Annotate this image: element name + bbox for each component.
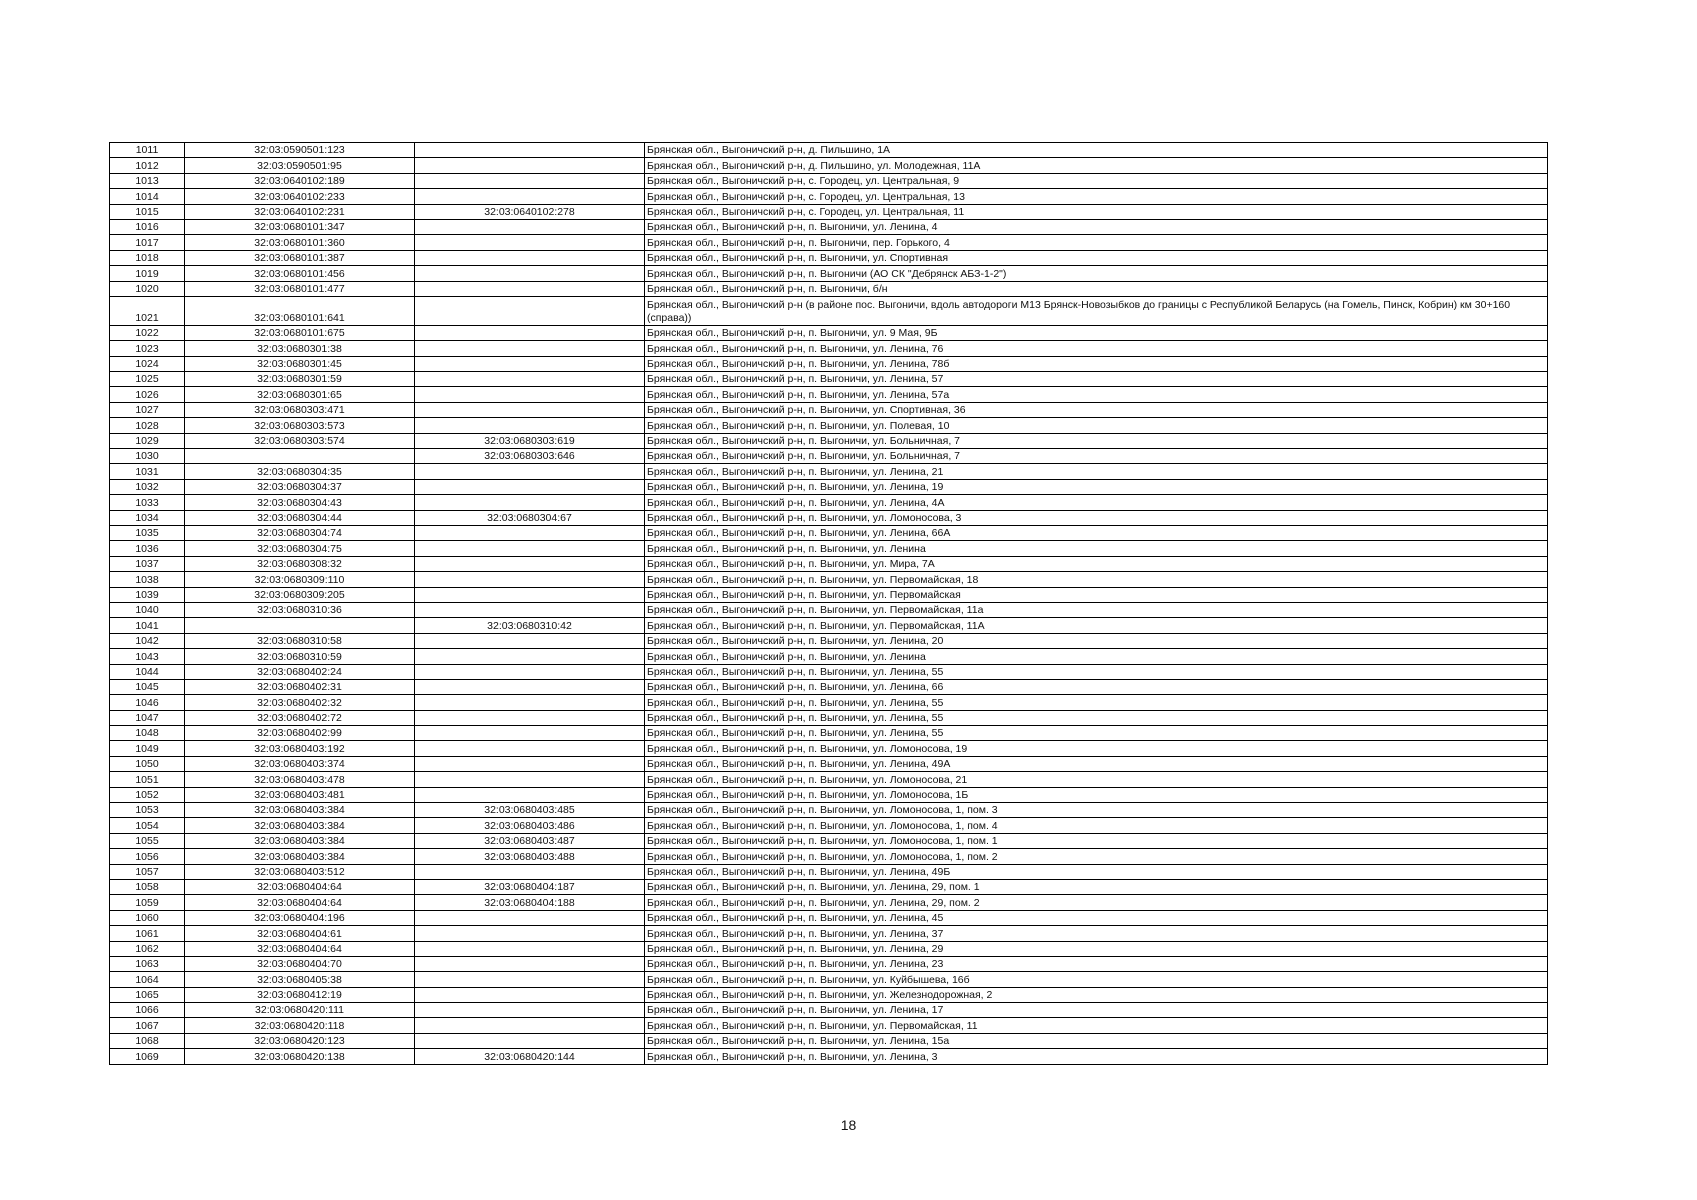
cadastral-number-cell: 32:03:0680402:72 — [185, 710, 415, 725]
row-number-cell: 1033 — [110, 495, 185, 510]
address-cell: Брянская обл., Выгоничский р-н, п. Выгоничи, ул. Ленина, 29, пом. 1 — [645, 879, 1548, 894]
related-cadastral-number-cell — [415, 572, 645, 587]
row-number-cell: 1026 — [110, 387, 185, 402]
address-cell: Брянская обл., Выгоничский р-н, п. Выгоничи, ул. Ленина, 66 — [645, 679, 1548, 694]
row-number-cell: 1044 — [110, 664, 185, 679]
table-row — [110, 572, 1548, 587]
address-cell: Брянская обл., Выгоничский р-н, п. Выгоничи, ул. Мира, 7А — [645, 556, 1548, 571]
related-cadastral-number-cell: 32:03:0680304:67 — [415, 510, 645, 525]
row-number-cell: 1051 — [110, 772, 185, 787]
row-number-cell: 1061 — [110, 926, 185, 941]
cadastral-number-cell: 32:03:0680420:111 — [185, 1003, 415, 1018]
row-number-cell: 1056 — [110, 849, 185, 864]
table-row — [110, 803, 1548, 818]
related-cadastral-number-cell: 32:03:0680404:187 — [415, 879, 645, 894]
cadastral-number-cell: 32:03:0680304:74 — [185, 525, 415, 540]
cadastral-number-cell: 32:03:0680403:481 — [185, 787, 415, 802]
table-row — [110, 972, 1548, 987]
table-row — [110, 402, 1548, 417]
table-row — [110, 602, 1548, 617]
address-cell: Брянская обл., Выгоничский р-н, п. Выгоничи, ул. Ломоносова, 3 — [645, 510, 1548, 525]
row-number-cell: 1017 — [110, 235, 185, 250]
address-cell: Брянская обл., Выгоничский р-н, п. Выгоничи, ул. Ленина, 55 — [645, 726, 1548, 741]
row-number-cell: 1022 — [110, 325, 185, 340]
related-cadastral-number-cell — [415, 679, 645, 694]
registry-table-body — [110, 143, 1548, 1065]
address-cell: Брянская обл., Выгоничский р-н, п. Выгоничи, ул. Ленина, 37 — [645, 926, 1548, 941]
cadastral-number-cell: 32:03:0680304:43 — [185, 495, 415, 510]
cadastral-number-cell: 32:03:0680304:37 — [185, 479, 415, 494]
row-number-cell: 1060 — [110, 910, 185, 925]
cadastral-number-cell: 32:03:0680402:99 — [185, 726, 415, 741]
address-cell: Брянская обл., Выгоничский р-н, п. Выгоничи, ул. Ленина, 57 — [645, 372, 1548, 387]
cadastral-number-cell: 32:03:0680412:19 — [185, 987, 415, 1002]
related-cadastral-number-cell: 32:03:0680403:488 — [415, 849, 645, 864]
address-cell: Брянская обл., Выгоничский р-н, д. Пильшино, 1А — [645, 143, 1548, 158]
table-row — [110, 281, 1548, 296]
cadastral-number-cell: 32:03:0680101:456 — [185, 266, 415, 281]
row-number-cell: 1053 — [110, 803, 185, 818]
related-cadastral-number-cell — [415, 143, 645, 158]
related-cadastral-number-cell: 32:03:0640102:278 — [415, 204, 645, 219]
address-cell: Брянская обл., Выгоничский р-н, п. Выгоничи, ул. Ленина, 29 — [645, 941, 1548, 956]
row-number-cell: 1052 — [110, 787, 185, 802]
table-row — [110, 726, 1548, 741]
table-row — [110, 772, 1548, 787]
cadastral-number-cell: 32:03:0680309:110 — [185, 572, 415, 587]
table-row — [110, 449, 1548, 464]
cadastral-number-cell: 32:03:0680403:192 — [185, 741, 415, 756]
related-cadastral-number-cell: 32:03:0680403:485 — [415, 803, 645, 818]
address-cell: Брянская обл., Выгоничский р-н, п. Выгоничи, ул. Ленина, 55 — [645, 695, 1548, 710]
related-cadastral-number-cell — [415, 372, 645, 387]
row-number-cell: 1034 — [110, 510, 185, 525]
table-row — [110, 204, 1548, 219]
related-cadastral-number-cell — [415, 402, 645, 417]
address-cell: Брянская обл., Выгоничский р-н, п. Выгоничи, ул. Ломоносова, 1Б — [645, 787, 1548, 802]
related-cadastral-number-cell — [415, 418, 645, 433]
related-cadastral-number-cell — [415, 173, 645, 188]
cadastral-number-cell: 32:03:0680404:64 — [185, 895, 415, 910]
cadastral-number-cell: 32:03:0680301:45 — [185, 356, 415, 371]
table-row — [110, 219, 1548, 234]
cadastral-number-cell: 32:03:0680403:384 — [185, 833, 415, 848]
related-cadastral-number-cell — [415, 250, 645, 265]
row-number-cell: 1045 — [110, 679, 185, 694]
table-row — [110, 266, 1548, 281]
address-cell: Брянская обл., Выгоничский р-н, п. Выгоничи, ул. Ленина, 78б — [645, 356, 1548, 371]
address-cell: Брянская обл., Выгоничский р-н, с. Городец, ул. Центральная, 9 — [645, 173, 1548, 188]
cadastral-number-cell: 32:03:0680404:196 — [185, 910, 415, 925]
cadastral-number-cell: 32:03:0680402:32 — [185, 695, 415, 710]
address-cell: Брянская обл., Выгоничский р-н, п. Выгоничи, ул. Ленина, 49А — [645, 756, 1548, 771]
cadastral-number-cell: 32:03:0680301:38 — [185, 341, 415, 356]
table-row — [110, 787, 1548, 802]
row-number-cell: 1027 — [110, 402, 185, 417]
cadastral-number-cell: 32:03:0680309:205 — [185, 587, 415, 602]
row-number-cell: 1049 — [110, 741, 185, 756]
table-row — [110, 587, 1548, 602]
row-number-cell: 1058 — [110, 879, 185, 894]
address-cell: Брянская обл., Выгоничский р-н, п. Выгоничи, ул. Спортивная — [645, 250, 1548, 265]
table-row — [110, 956, 1548, 971]
address-cell: Брянская обл., Выгоничский р-н, п. Выгоничи, ул. Ленина, 29, пом. 2 — [645, 895, 1548, 910]
address-cell: Брянская обл., Выгоничский р-н, п. Выгоничи, ул. Ленина, 17 — [645, 1003, 1548, 1018]
table-row — [110, 235, 1548, 250]
cadastral-number-cell: 32:03:0680101:675 — [185, 325, 415, 340]
row-number-cell: 1054 — [110, 818, 185, 833]
cadastral-number-cell: 32:03:0680403:384 — [185, 803, 415, 818]
cadastral-number-cell: 32:03:0680310:36 — [185, 602, 415, 617]
address-cell: Брянская обл., Выгоничский р-н, п. Выгоничи, ул. Первомайская, 11 — [645, 1018, 1548, 1033]
table-row — [110, 926, 1548, 941]
row-number-cell: 1067 — [110, 1018, 185, 1033]
table-row — [110, 633, 1548, 648]
row-number-cell: 1055 — [110, 833, 185, 848]
address-cell: Брянская обл., Выгоничский р-н, п. Выгоничи, ул. Железнодорожная, 2 — [645, 987, 1548, 1002]
row-number-cell: 1028 — [110, 418, 185, 433]
related-cadastral-number-cell — [415, 787, 645, 802]
address-cell: Брянская обл., Выгоничский р-н, п. Выгоничи, ул. Ленина, 15а — [645, 1033, 1548, 1048]
cadastral-number-cell: 32:03:0680304:35 — [185, 464, 415, 479]
address-cell: Брянская обл., Выгоничский р-н, п. Выгоничи (АО СК "Дебрянск АБЗ-1-2") — [645, 266, 1548, 281]
related-cadastral-number-cell — [415, 987, 645, 1002]
row-number-cell: 1035 — [110, 525, 185, 540]
page-number: 18 — [840, 1117, 857, 1133]
related-cadastral-number-cell — [415, 281, 645, 296]
cadastral-number-cell: 32:03:0680420:118 — [185, 1018, 415, 1033]
table-row — [110, 879, 1548, 894]
cadastral-number-cell: 32:03:0680403:384 — [185, 818, 415, 833]
related-cadastral-number-cell — [415, 926, 645, 941]
cadastral-number-cell: 32:03:0680304:44 — [185, 510, 415, 525]
cadastral-number-cell: 32:03:0680403:374 — [185, 756, 415, 771]
row-number-cell: 1062 — [110, 941, 185, 956]
table-row — [110, 296, 1548, 325]
table-row — [110, 756, 1548, 771]
table-row — [110, 495, 1548, 510]
cadastral-number-cell: 32:03:0680101:347 — [185, 219, 415, 234]
address-cell: Брянская обл., Выгоничский р-н, п. Выгоничи, пер. Горького, 4 — [645, 235, 1548, 250]
cadastral-number-cell: 32:03:0680404:64 — [185, 941, 415, 956]
row-number-cell: 1011 — [110, 143, 185, 158]
address-cell: Брянская обл., Выгоничский р-н, п. Выгоничи, ул. Ломоносова, 19 — [645, 741, 1548, 756]
row-number-cell: 1050 — [110, 756, 185, 771]
address-cell: Брянская обл., Выгоничский р-н, п. Выгоничи, ул. Ленина — [645, 649, 1548, 664]
address-cell: Брянская обл., Выгоничский р-н, п. Выгоничи, ул. Ленина, 21 — [645, 464, 1548, 479]
related-cadastral-number-cell — [415, 495, 645, 510]
row-number-cell: 1023 — [110, 341, 185, 356]
row-number-cell: 1041 — [110, 618, 185, 633]
table-row — [110, 1033, 1548, 1048]
address-cell: Брянская обл., Выгоничский р-н, п. Выгоничи, ул. Ленина, 76 — [645, 341, 1548, 356]
row-number-cell: 1032 — [110, 479, 185, 494]
related-cadastral-number-cell: 32:03:0680303:619 — [415, 433, 645, 448]
row-number-cell: 1014 — [110, 189, 185, 204]
table-row — [110, 479, 1548, 494]
related-cadastral-number-cell — [415, 741, 645, 756]
row-number-cell: 1030 — [110, 449, 185, 464]
related-cadastral-number-cell — [415, 602, 645, 617]
row-number-cell: 1065 — [110, 987, 185, 1002]
row-number-cell: 1064 — [110, 972, 185, 987]
address-cell: Брянская обл., Выгоничский р-н, п. Выгоничи, ул. Ломоносова, 1, пом. 3 — [645, 803, 1548, 818]
cadastral-number-cell: 32:03:0680403:384 — [185, 849, 415, 864]
related-cadastral-number-cell — [415, 726, 645, 741]
table-row — [110, 541, 1548, 556]
related-cadastral-number-cell — [415, 710, 645, 725]
related-cadastral-number-cell — [415, 972, 645, 987]
related-cadastral-number-cell: 32:03:0680403:486 — [415, 818, 645, 833]
address-cell: Брянская обл., Выгоничский р-н, п. Выгоничи, ул. Ленина, 55 — [645, 710, 1548, 725]
table-row — [110, 250, 1548, 265]
related-cadastral-number-cell — [415, 756, 645, 771]
related-cadastral-number-cell: 32:03:0680303:646 — [415, 449, 645, 464]
address-cell: Брянская обл., Выгоничский р-н, п. Выгоничи, ул. Первомайская, 11А — [645, 618, 1548, 633]
address-cell: Брянская обл., Выгоничский р-н, п. Выгоничи, ул. Ленина, 20 — [645, 633, 1548, 648]
address-cell: Брянская обл., Выгоничский р-н, п. Выгоничи, ул. Ленина, 55 — [645, 664, 1548, 679]
cadastral-number-cell: 32:03:0680404:61 — [185, 926, 415, 941]
table-row — [110, 664, 1548, 679]
table-row — [110, 910, 1548, 925]
address-cell: Брянская обл., Выгоничский р-н, с. Городец, ул. Центральная, 13 — [645, 189, 1548, 204]
address-cell: Брянская обл., Выгоничский р-н, п. Выгоничи, ул. Ленина — [645, 541, 1548, 556]
row-number-cell: 1040 — [110, 602, 185, 617]
row-number-cell: 1063 — [110, 956, 185, 971]
address-cell: Брянская обл., Выгоничский р-н, п. Выгоничи, ул. Первомайская, 11а — [645, 602, 1548, 617]
cadastral-number-cell: 32:03:0680101:360 — [185, 235, 415, 250]
cadastral-number-cell: 32:03:0680308:32 — [185, 556, 415, 571]
row-number-cell: 1059 — [110, 895, 185, 910]
cadastral-number-cell: 32:03:0680310:59 — [185, 649, 415, 664]
address-cell: Брянская обл., Выгоничский р-н, п. Выгоничи, ул. 9 Мая, 9Б — [645, 325, 1548, 340]
table-row — [110, 173, 1548, 188]
row-number-cell: 1039 — [110, 587, 185, 602]
related-cadastral-number-cell — [415, 910, 645, 925]
cadastral-number-cell: 32:03:0640102:189 — [185, 173, 415, 188]
row-number-cell: 1024 — [110, 356, 185, 371]
related-cadastral-number-cell — [415, 235, 645, 250]
address-cell: Брянская обл., Выгоничский р-н, п. Выгоничи, ул. Ленина, 66А — [645, 525, 1548, 540]
cadastral-number-cell — [185, 618, 415, 633]
table-row — [110, 618, 1548, 633]
table-row — [110, 695, 1548, 710]
row-number-cell: 1066 — [110, 1003, 185, 1018]
cadastral-number-cell: 32:03:0680303:471 — [185, 402, 415, 417]
row-number-cell: 1047 — [110, 710, 185, 725]
address-cell: Брянская обл., Выгоничский р-н, п. Выгоничи, ул. Больничная, 7 — [645, 433, 1548, 448]
cadastral-number-cell: 32:03:0680403:478 — [185, 772, 415, 787]
row-number-cell: 1025 — [110, 372, 185, 387]
table-row — [110, 325, 1548, 340]
address-cell: Брянская обл., Выгоничский р-н, п. Выгоничи, ул. Куйбышева, 16б — [645, 972, 1548, 987]
table-row — [110, 525, 1548, 540]
address-cell: Брянская обл., Выгоничский р-н, п. Выгоничи, ул. Спортивная, 36 — [645, 402, 1548, 417]
related-cadastral-number-cell — [415, 664, 645, 679]
row-number-cell: 1037 — [110, 556, 185, 571]
row-number-cell: 1015 — [110, 204, 185, 219]
cadastral-number-cell: 32:03:0680404:64 — [185, 879, 415, 894]
address-cell: Брянская обл., Выгоничский р-н, п. Выгоничи, ул. Ломоносова, 21 — [645, 772, 1548, 787]
table-row — [110, 710, 1548, 725]
cadastral-number-cell: 32:03:0680404:70 — [185, 956, 415, 971]
address-cell: Брянская обл., Выгоничский р-н, п. Выгоничи, б/н — [645, 281, 1548, 296]
table-row — [110, 372, 1548, 387]
cadastral-number-cell: 32:03:0680402:24 — [185, 664, 415, 679]
registry-table — [109, 142, 1548, 1065]
table-row — [110, 341, 1548, 356]
table-row — [110, 864, 1548, 879]
related-cadastral-number-cell — [415, 956, 645, 971]
address-cell: Брянская обл., Выгоничский р-н, п. Выгоничи, ул. Ленина, 4 — [645, 219, 1548, 234]
row-number-cell: 1018 — [110, 250, 185, 265]
table-row — [110, 987, 1548, 1002]
related-cadastral-number-cell — [415, 479, 645, 494]
related-cadastral-number-cell — [415, 464, 645, 479]
row-number-cell: 1048 — [110, 726, 185, 741]
cadastral-number-cell: 32:03:0680420:123 — [185, 1033, 415, 1048]
cadastral-number-cell: 32:03:0680405:38 — [185, 972, 415, 987]
related-cadastral-number-cell — [415, 649, 645, 664]
address-cell: Брянская обл., Выгоничский р-н (в районе пос. Выгоничи, вдоль автодороги М13 Брянск-Новозыбков до границы с Республикой Беларусь (на Гомель, Пинск, Кобрин) км 30+160 (справа)) — [645, 296, 1548, 325]
address-cell: Брянская обл., Выгоничский р-н, п. Выгоничи, ул. Ленина, 49Б — [645, 864, 1548, 879]
related-cadastral-number-cell — [415, 864, 645, 879]
address-cell: Брянская обл., Выгоничский р-н, п. Выгоничи, ул. Ленина, 19 — [645, 479, 1548, 494]
related-cadastral-number-cell: 32:03:0680420:144 — [415, 1049, 645, 1064]
address-cell: Брянская обл., Выгоничский р-н, п. Выгоничи, ул. Ленина, 45 — [645, 910, 1548, 925]
address-cell: Брянская обл., Выгоничский р-н, д. Пильшино, ул. Молодежная, 11А — [645, 158, 1548, 173]
related-cadastral-number-cell — [415, 219, 645, 234]
address-cell: Брянская обл., Выгоничский р-н, п. Выгоничи, ул. Ломоносова, 1, пом. 1 — [645, 833, 1548, 848]
cadastral-number-cell: 32:03:0680301:65 — [185, 387, 415, 402]
row-number-cell: 1012 — [110, 158, 185, 173]
row-number-cell: 1038 — [110, 572, 185, 587]
cadastral-number-cell: 32:03:0680420:138 — [185, 1049, 415, 1064]
related-cadastral-number-cell — [415, 1003, 645, 1018]
address-cell: Брянская обл., Выгоничский р-н, п. Выгоничи, ул. Ленина, 23 — [645, 956, 1548, 971]
row-number-cell: 1069 — [110, 1049, 185, 1064]
row-number-cell: 1036 — [110, 541, 185, 556]
table-row — [110, 1003, 1548, 1018]
row-number-cell: 1029 — [110, 433, 185, 448]
table-row — [110, 433, 1548, 448]
table-row — [110, 356, 1548, 371]
row-number-cell: 1057 — [110, 864, 185, 879]
related-cadastral-number-cell — [415, 341, 645, 356]
related-cadastral-number-cell — [415, 296, 645, 325]
address-cell: Брянская обл., Выгоничский р-н, п. Выгоничи, ул. Ломоносова, 1, пом. 2 — [645, 849, 1548, 864]
table-row — [110, 649, 1548, 664]
related-cadastral-number-cell — [415, 325, 645, 340]
address-cell: Брянская обл., Выгоничский р-н, п. Выгоничи, ул. Первомайская, 18 — [645, 572, 1548, 587]
cadastral-number-cell: 32:03:0590501:123 — [185, 143, 415, 158]
related-cadastral-number-cell — [415, 387, 645, 402]
address-cell: Брянская обл., Выгоничский р-н, п. Выгоничи, ул. Больничная, 7 — [645, 449, 1548, 464]
address-cell: Брянская обл., Выгоничский р-н, п. Выгоничи, ул. Ленина, 57а — [645, 387, 1548, 402]
address-cell: Брянская обл., Выгоничский р-н, п. Выгоничи, ул. Ленина, 4А — [645, 495, 1548, 510]
table-row — [110, 464, 1548, 479]
related-cadastral-number-cell — [415, 587, 645, 602]
cadastral-number-cell — [185, 449, 415, 464]
related-cadastral-number-cell: 32:03:0680404:188 — [415, 895, 645, 910]
row-number-cell: 1043 — [110, 649, 185, 664]
related-cadastral-number-cell — [415, 266, 645, 281]
table-row — [110, 849, 1548, 864]
table-row — [110, 189, 1548, 204]
row-number-cell: 1042 — [110, 633, 185, 648]
row-number-cell: 1013 — [110, 173, 185, 188]
related-cadastral-number-cell — [415, 1018, 645, 1033]
address-cell: Брянская обл., Выгоничский р-н, п. Выгоничи, ул. Первомайская — [645, 587, 1548, 602]
row-number-cell: 1021 — [110, 296, 185, 325]
cadastral-number-cell: 32:03:0680301:59 — [185, 372, 415, 387]
table-row — [110, 833, 1548, 848]
cadastral-number-cell: 32:03:0640102:231 — [185, 204, 415, 219]
related-cadastral-number-cell — [415, 158, 645, 173]
cadastral-number-cell: 32:03:0680101:641 — [185, 296, 415, 325]
table-row — [110, 818, 1548, 833]
cadastral-number-cell: 32:03:0640102:233 — [185, 189, 415, 204]
table-row — [110, 510, 1548, 525]
row-number-cell: 1031 — [110, 464, 185, 479]
related-cadastral-number-cell — [415, 633, 645, 648]
related-cadastral-number-cell — [415, 356, 645, 371]
cadastral-number-cell: 32:03:0680304:75 — [185, 541, 415, 556]
related-cadastral-number-cell — [415, 189, 645, 204]
cadastral-number-cell: 32:03:0680310:58 — [185, 633, 415, 648]
cadastral-number-cell: 32:03:0680303:573 — [185, 418, 415, 433]
table-row — [110, 1018, 1548, 1033]
table-row — [110, 895, 1548, 910]
address-cell: Брянская обл., Выгоничский р-н, п. Выгоничи, ул. Ленина, 3 — [645, 1049, 1548, 1064]
table-row — [110, 1049, 1548, 1064]
row-number-cell: 1016 — [110, 219, 185, 234]
related-cadastral-number-cell — [415, 541, 645, 556]
table-row — [110, 941, 1548, 956]
address-cell: Брянская обл., Выгоничский р-н, п. Выгоничи, ул. Ломоносова, 1, пом. 4 — [645, 818, 1548, 833]
row-number-cell: 1019 — [110, 266, 185, 281]
related-cadastral-number-cell — [415, 556, 645, 571]
row-number-cell: 1020 — [110, 281, 185, 296]
table-row — [110, 556, 1548, 571]
row-number-cell: 1068 — [110, 1033, 185, 1048]
row-number-cell: 1046 — [110, 695, 185, 710]
table-row — [110, 143, 1548, 158]
cadastral-number-cell: 32:03:0680403:512 — [185, 864, 415, 879]
cadastral-number-cell: 32:03:0680101:387 — [185, 250, 415, 265]
related-cadastral-number-cell — [415, 772, 645, 787]
address-cell: Брянская обл., Выгоничский р-н, п. Выгоничи, ул. Полевая, 10 — [645, 418, 1548, 433]
related-cadastral-number-cell — [415, 941, 645, 956]
table-row — [110, 418, 1548, 433]
related-cadastral-number-cell — [415, 695, 645, 710]
related-cadastral-number-cell — [415, 1033, 645, 1048]
related-cadastral-number-cell: 32:03:0680403:487 — [415, 833, 645, 848]
table-row — [110, 387, 1548, 402]
table-row — [110, 679, 1548, 694]
cadastral-number-cell: 32:03:0590501:95 — [185, 158, 415, 173]
cadastral-number-cell: 32:03:0680303:574 — [185, 433, 415, 448]
related-cadastral-number-cell: 32:03:0680310:42 — [415, 618, 645, 633]
related-cadastral-number-cell — [415, 525, 645, 540]
address-cell: Брянская обл., Выгоничский р-н, с. Городец, ул. Центральная, 11 — [645, 204, 1548, 219]
table-row — [110, 741, 1548, 756]
table-row — [110, 158, 1548, 173]
cadastral-number-cell: 32:03:0680101:477 — [185, 281, 415, 296]
cadastral-number-cell: 32:03:0680402:31 — [185, 679, 415, 694]
